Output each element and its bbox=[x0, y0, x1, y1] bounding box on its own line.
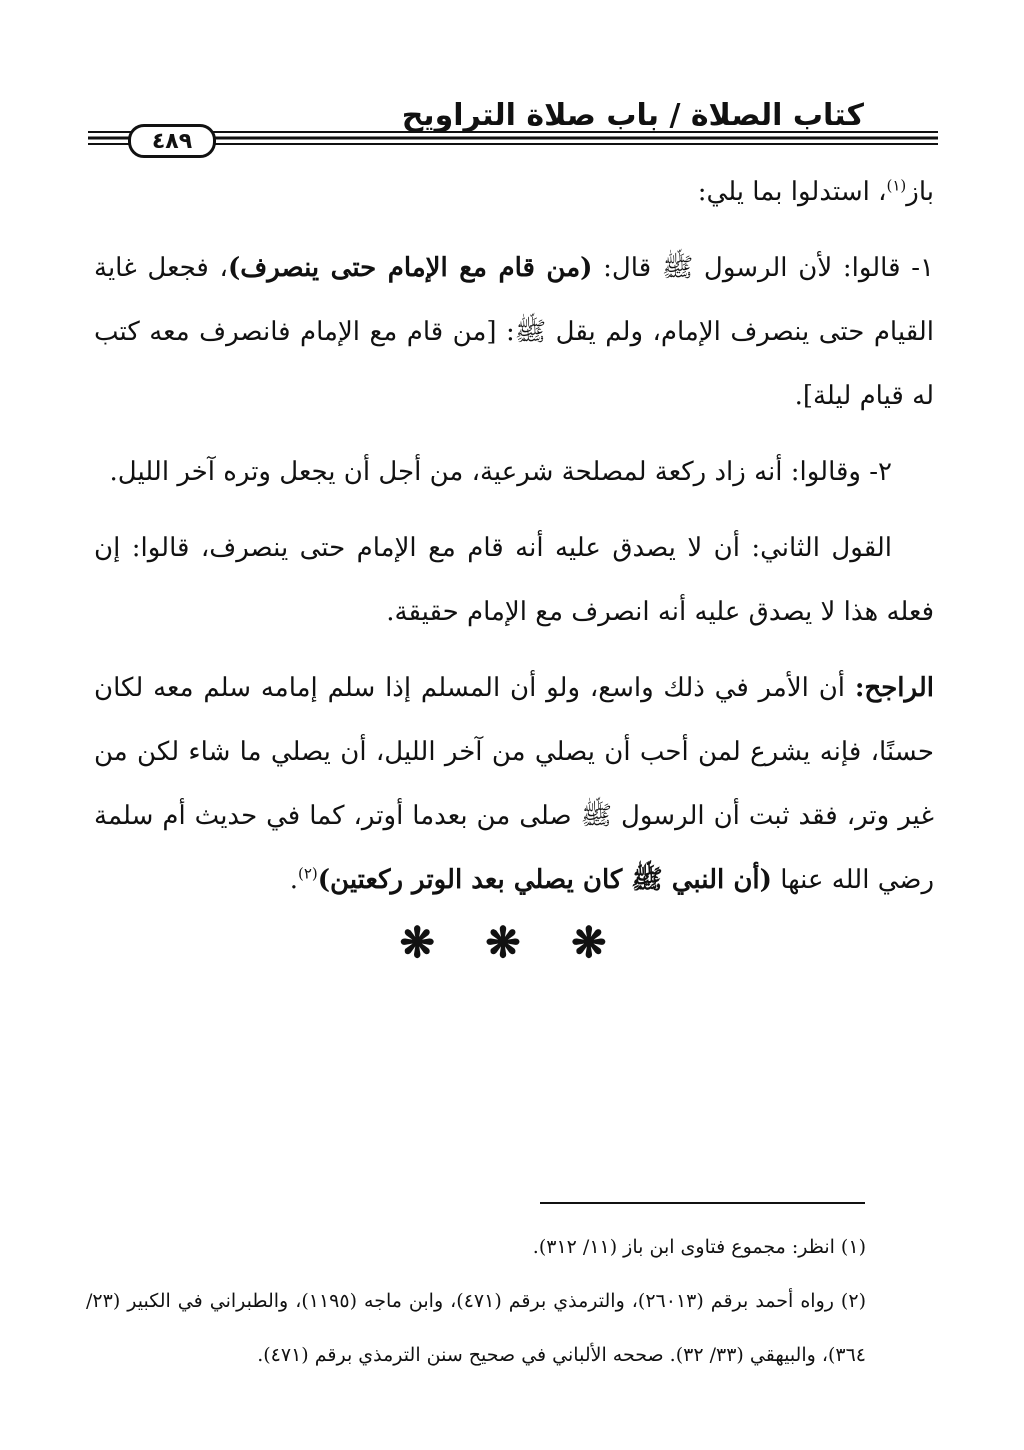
p1-start: ١- قالوا: لأن الرسول ﷺ قال: bbox=[592, 253, 934, 283]
footnotes bbox=[86, 1220, 866, 1382]
p0-text: باز bbox=[906, 177, 934, 207]
rajih-label: الراجح: bbox=[854, 673, 934, 703]
footnote-rule bbox=[540, 1202, 865, 1204]
main-text bbox=[94, 160, 934, 924]
paragraph-0 bbox=[94, 160, 934, 224]
p1-end: ، فجعل غاية القيام حتى ينصرف الإمام، ولم يقل ﷺ: [من قام مع الإمام فانصرف معه كتب له قيام ليلة]. bbox=[94, 253, 934, 411]
hadith-quote-2: (أن النبي ﷺ كان يصلي بعد الوتر ركعتين) bbox=[317, 865, 772, 895]
p0-rest: ، استدلوا بما يلي: bbox=[697, 177, 887, 207]
p4-end: . bbox=[289, 865, 298, 895]
footnote-2: (٢) رواه أحمد برقم (٢٦٠١٣)، والترمذي برقم (٤٧١)، وابن ماجه (١١٩٥)، والطبراني في الكبير (٢٣/ ٣٦٤)، والبيهقي (٣٣/ ٣٢). صححه الألباني في صحيح سنن الترمذي برقم (٤٧١). bbox=[86, 1290, 866, 1366]
hadith-quote-1: (من قام مع الإمام حتى ينصرف) bbox=[227, 253, 593, 283]
footnote-ref-1: (١) bbox=[886, 176, 907, 195]
section-separator: ❋ ❋ ❋ bbox=[399, 918, 625, 967]
paragraph-4 bbox=[94, 656, 934, 912]
running-header-title: كتاب الصلاة / باب صلاة التراويح bbox=[401, 98, 864, 133]
page-number: ٤٨٩ bbox=[151, 128, 193, 154]
paragraph-3: القول الثاني: أن لا يصدق عليه أنه قام مع الإمام حتى ينصرف، قالوا: إن فعله هذا لا يصدق عليه أنه انصرف مع الإمام حقيقة. bbox=[94, 533, 934, 627]
footnote-1: (١) انظر: مجموع فتاوى ابن باز (١١/ ٣١٢). bbox=[532, 1236, 866, 1258]
paragraph-1 bbox=[94, 236, 934, 428]
p4-start: أن الأمر في ذلك واسع، ولو أن المسلم إذا سلم إمامه سلم معه لكان حسنًا، فإنه يشرع لمن أحب أن يصلي من آخر الليل، أن يصلي ما شاء لكن من غير وتر، فقد ثبت أن الرسول ﷺ صلى من بعدما أوتر، كما في حديث أم سلمة رضي الله عنها bbox=[94, 673, 934, 895]
paragraph-2: ٢- وقالوا: أنه زاد ركعة لمصلحة شرعية، من أجل أن يجعل وتره آخر الليل. bbox=[109, 457, 892, 487]
footnote-ref-2: (٢) bbox=[297, 864, 318, 883]
page-number-badge bbox=[128, 124, 216, 158]
